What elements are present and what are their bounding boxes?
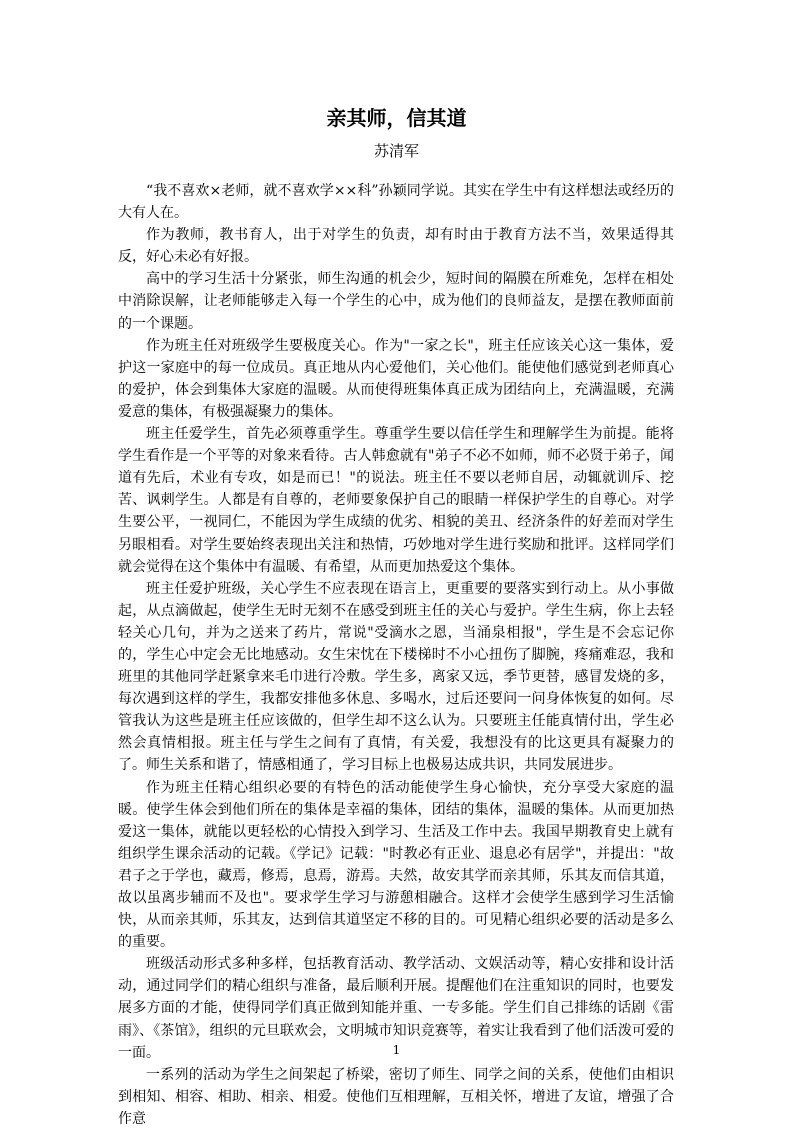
document-title: 亲其师，信其道 xyxy=(326,106,467,130)
author-name: 苏清军 xyxy=(373,142,419,160)
paragraph: 高中的学习生活十分紧张，师生沟通的机会少，短时间的隔膜在所难免，怎样在相处中消除误解，让老师能够走入每一个学生的心中，成为他们的良师益友，是摆在教师面前的一个课题。 xyxy=(118,271,674,332)
paragraph: 作为班主任对班级学生要极度关心。作为"一家之长"，班主任应该关心这一集体，爱护这一家庭中的每一位成员。真正地从内心爱他们，关心他们。能使他们感觉到老师真心的爱护，体会到集体大家庭的温暖。从而使得班集体真正成为团结向上，充满温暖，充满爱意的集体，有极强凝聚力的集体。 xyxy=(118,337,674,420)
paragraph: 班主任爱学生，首先必须尊重学生。尊重学生要以信任学生和理解学生为前提。能将学生看作是一个平等的对象来看待。古人韩愈就有"弟子不必不如师，师不必贤于弟子，闻道有先后，术业有专攻，如是而已！"的说法。班主任不要以老师自居，动辄就训斥、挖苦、讽刺学生。人都是有自尊的，老师要象保护自己的眼睛一样保护学生的自尊心。对学生要公平，一视同仁，不能因为学生成绩的优劣、相貌的美丑、经济条件的好差而对学生另眼相看。对学生要始终表现出关注和热情，巧妙地对学生进行奖励和批评。这样同学们就会觉得在这个集体中有温暖、有希望，从而更加热爱这个集体。 xyxy=(118,426,674,575)
paragraph: 班级活动形式多种多样，包括教育活动、教学活动、文娱活动等，精心安排和设计活动，通过同学们的精心组织与准备，最后顺利开展。提醒他们在注重知识的同时，也要发展多方面的才能，使得同学们真正做到知能并重、一专多能。学生们自己排练的话剧《雷雨》、《茶馆》，组织的元旦联欢会，文明城市知识竞赛等，着实让我看到了他们活泼可爱的一面。 xyxy=(118,956,674,1061)
paragraph: “我不喜欢×老师，就不喜欢学××科”孙颖同学说。其实在学生中有这样想法或经历的大有人在。 xyxy=(118,183,674,222)
paragraph: 作为班主任精心组织必要的有特色的活动能使学生身心愉快，充分享受大家庭的温暖。使学生体会到他们所在的集体是幸福的集体，团结的集体，温暖的集体。从而更加热爱这一集体，就能以更轻松的心情投入到学习、生活及工作中去。我国早期教育史上就有组织学生课余活动的记载。《学记》记载："时教必有正业、退息必有居学"，并提出："故君子之于学也，藏焉，修焉，息焉，游焉。夫然，故安其学而亲其师，乐其友而信其道，故以虽离步辅而不及也"。要求学生学习与游憩相融合。这样才会使学生感到学习生活愉快，从而亲其师，乐其友，达到信其道坚定不移的目的。可见精心组织必要的活动是多么的重要。 xyxy=(118,779,674,951)
paragraph: 作为教师，教书育人，出于对学生的负责，却有时由于教育方法不当，效果适得其反，好心未必有好报。 xyxy=(118,227,674,266)
page-number: 1 xyxy=(392,1043,401,1057)
paragraph: 一系列的活动为学生之间架起了桥梁，密切了师生、同学之间的关系，使他们由相识到相知、相容、相助、相亲、相爱。使他们互相理解，互相关怀，增进了友谊，增强了合作意 xyxy=(118,1066,674,1127)
paragraph: 班主任爱护班级，关心学生不应表现在语言上，更重要的要落实到行动上。从小事做起，从点滴做起，使学生无时无刻不在感受到班主任的关心与爱护。学生生病，你上去轻轻关心几句，并为之送来了药片，常说"受滴水之恩，当涌泉相报"，学生是不会忘记你的，学生心中定会无比地感动。女生宋忱在下楼梯时不小心扭伤了脚腕，疼痛难忍，我和班里的其他同学赶紧拿来毛巾进行冷敷。学生多，离家又远，季节更替，感冒发烧的多，每次遇到这样的学生，我都安排他多休息、多喝水，过后还要问一问身体恢复的如何。尽管我认为这些是班主任应该做的，但学生却不这么认为。只要班主任能真情付出，学生必然会真情相报。班主任与学生之间有了真情，有关爱，我想没有的比这更具有凝聚力的了。师生关系和谐了，情感相通了，学习目标上也极易达成共识，共同发展进步。 xyxy=(118,580,674,774)
article-body xyxy=(118,180,674,1130)
